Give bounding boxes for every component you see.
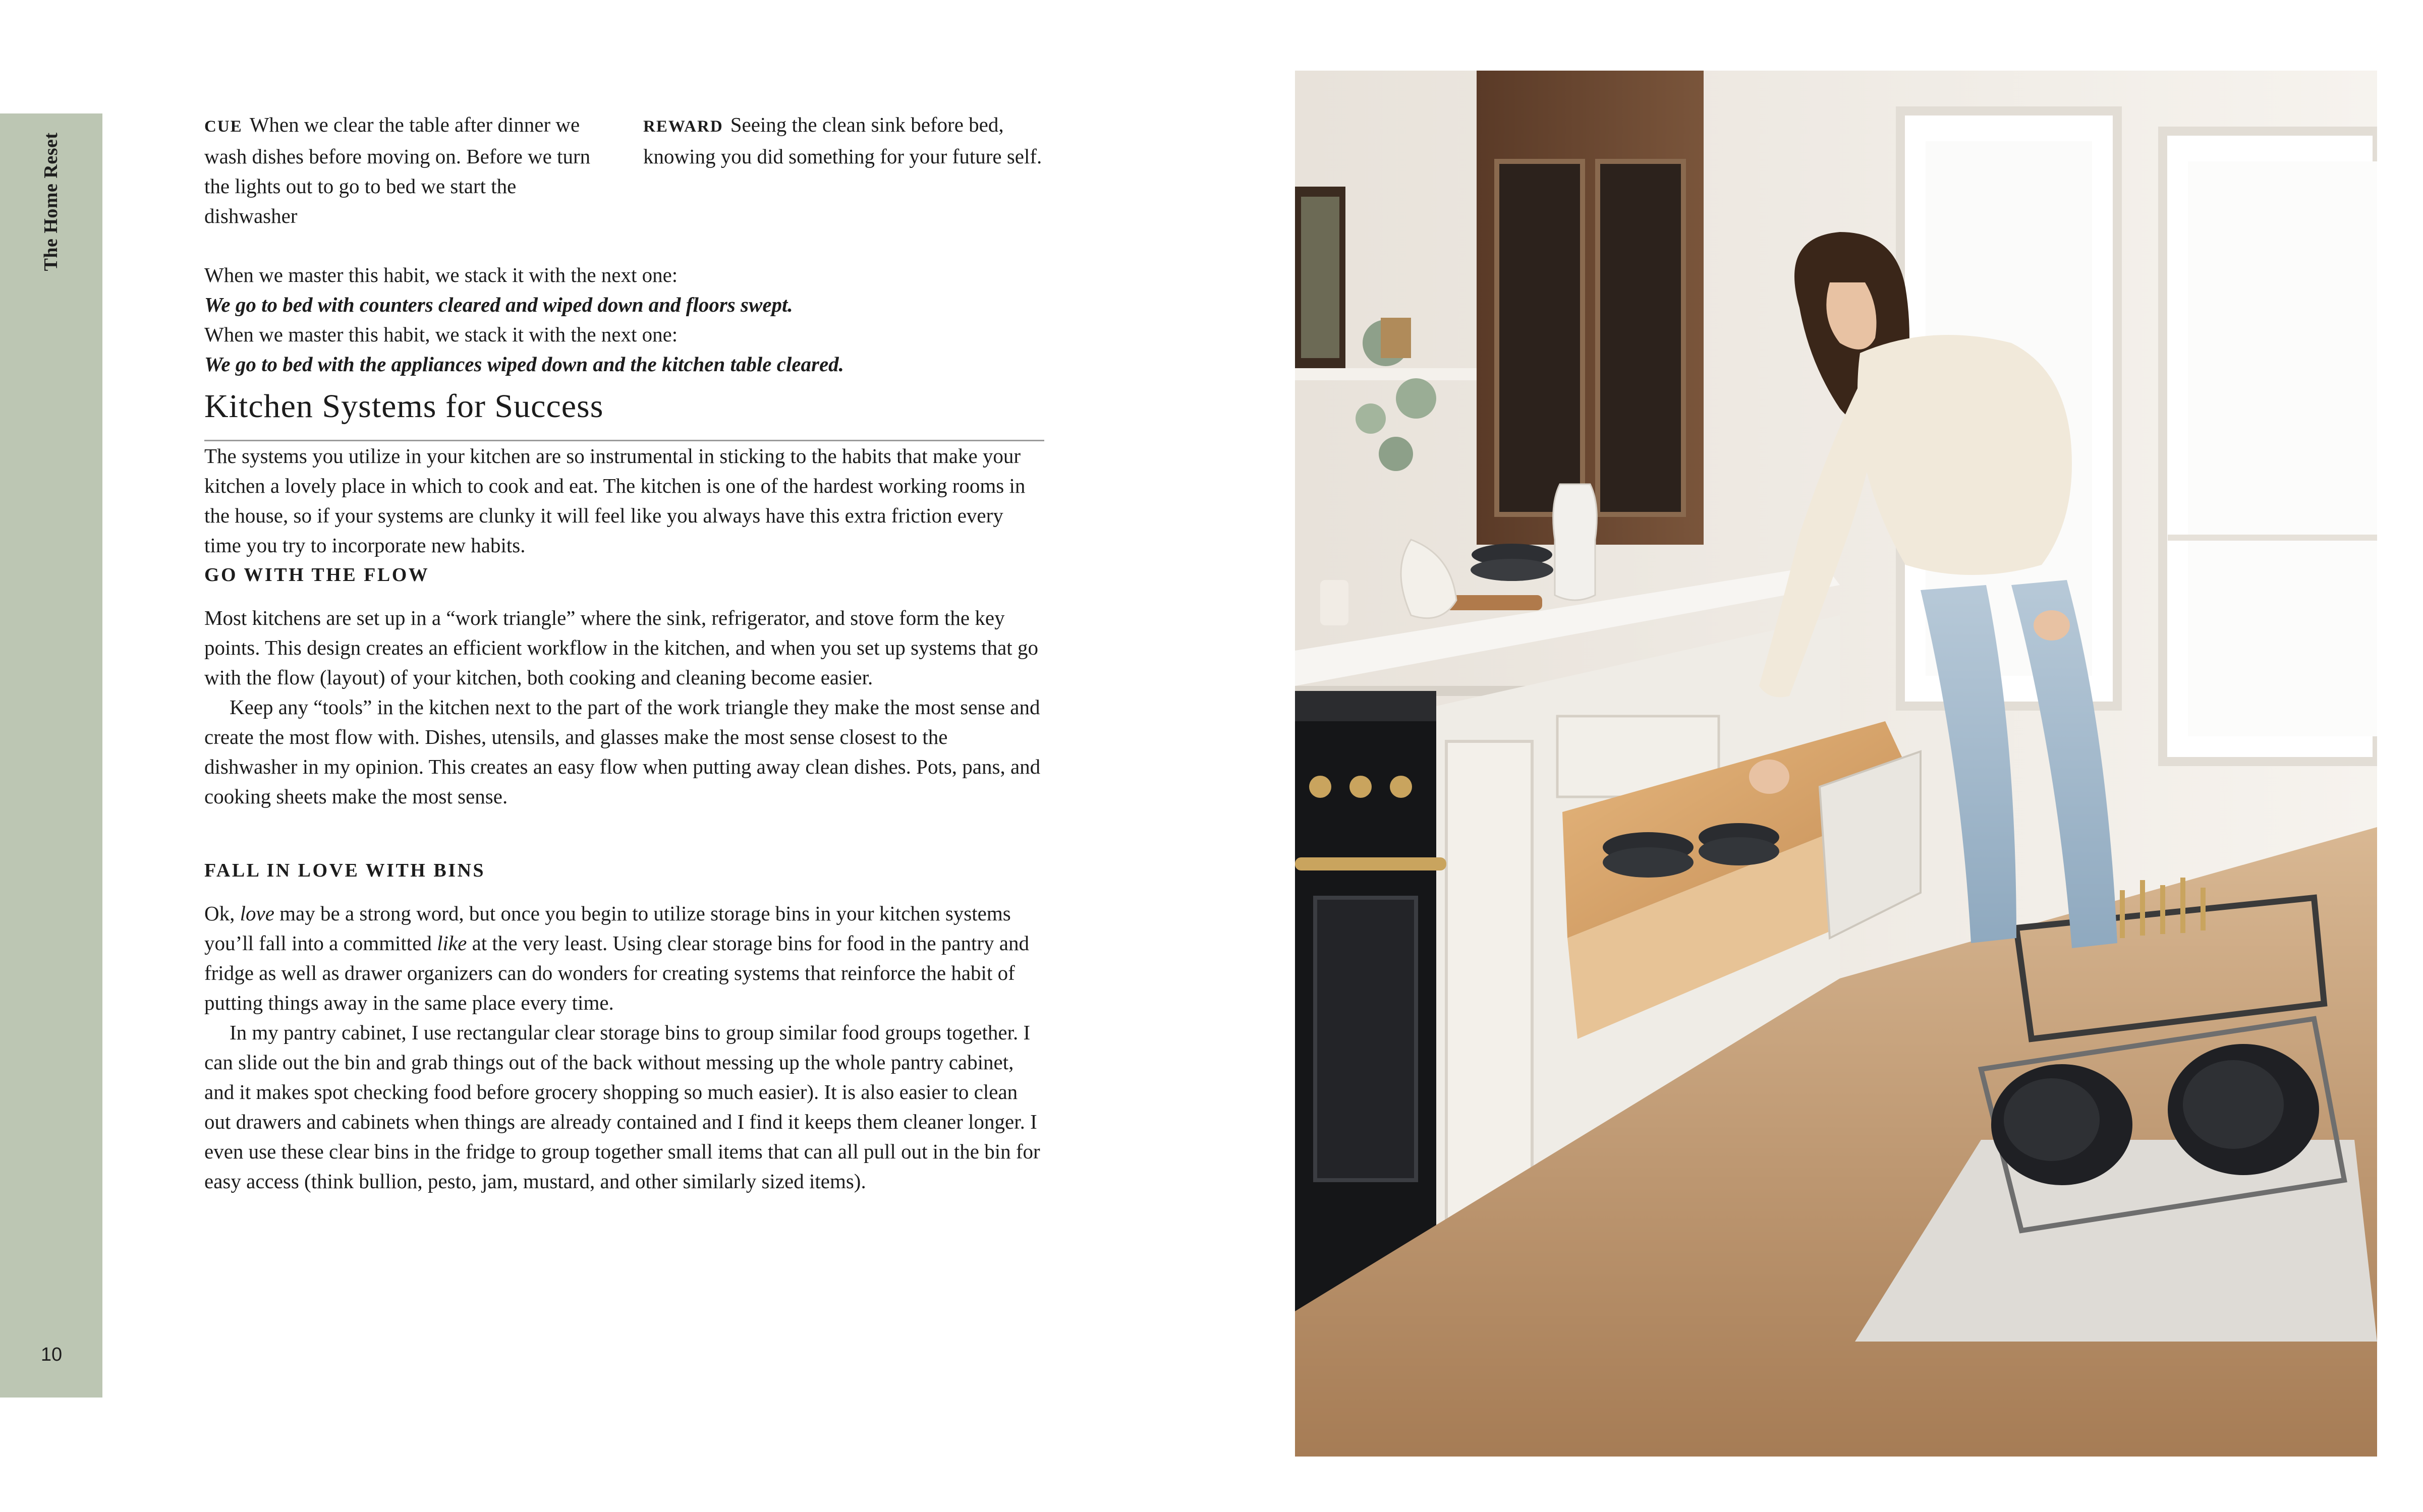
habit-stack-statement: We go to bed with the appliances wiped down and the kitchen table cleared. bbox=[204, 353, 844, 376]
paragraph: Most kitchens are set up in a “work triangle” where the sink, refrigerator, and stove form the key points. This design creates an efficient workflow in the kitchen, and when you set up systems that go with the flow (layout) of your kitchen, both cooking and cleaning become easier. bbox=[204, 606, 1038, 689]
cue-text: When we clear the table after dinner we wash dishes before moving on. Before we turn the lights out to go to bed we start the dishwasher bbox=[204, 113, 591, 227]
text-run: may be a strong word, but once you begin to utilize storage bins in your kitchen systems you’ll fall into a committed bbox=[204, 902, 1011, 955]
habit-stack-1 bbox=[204, 260, 1044, 320]
text-run: Ok, bbox=[204, 902, 240, 925]
bins-body bbox=[204, 899, 1044, 1196]
paragraph: In my pantry cabinet, I use rectangular clear storage bins to group similar food groups together. I can slide out the bin and grab things out of the back without messing up the whole pantry cabinet, and it makes spot checking food before grocery shopping so much easier). It is also easier to clean out drawers and cabinets when things are already contained and I find it keeps them cleaner longer. I even use these clear bins in the fridge to group together small items that can all pull out in the bin for easy access (think bullion, pesto, jam, mustard, and other similarly sized items). bbox=[204, 1021, 1040, 1193]
habit-stack-intro: When we master this habit, we stack it with the next one: bbox=[204, 263, 678, 286]
go-with-flow-body bbox=[204, 603, 1044, 811]
kitchen-photo bbox=[1295, 71, 2377, 1457]
habit-stack-2 bbox=[204, 320, 1044, 379]
cue-block bbox=[204, 110, 605, 231]
cue-reward-row bbox=[204, 110, 1044, 231]
emphasis-like: like bbox=[437, 932, 467, 955]
paragraph: Keep any “tools” in the kitchen next to the part of the work triangle they make the most sense and create the most flow with. Dishes, utensils, and glasses make the most sense closest to the dishwasher in my opinion. This creates an easy flow when putting away clean dishes. Pots, pans, and cooking sheets make the most sense. bbox=[204, 695, 1041, 808]
page-number: 10 bbox=[40, 1344, 63, 1365]
text-column bbox=[204, 110, 1044, 1241]
reward-label: REWARD bbox=[643, 118, 723, 136]
subhead-bins: FALL IN LOVE WITH BINS bbox=[204, 860, 486, 881]
reward-text: Seeing the clean sink before bed, knowing you did something for your future self. bbox=[643, 113, 1042, 168]
running-head: The Home Reset bbox=[40, 132, 62, 271]
section-intro: The systems you utilize in your kitchen are so instrumental in sticking to the habits that make your kitchen a lovely place in which to cook and eat. The kitchen is one of the hardest working rooms in the house, so if your systems are clunky it will feel like you always have this extra friction every time you try to incorporate new habits. bbox=[204, 444, 1026, 557]
reward-block bbox=[643, 110, 1044, 231]
sidebar-band bbox=[0, 113, 102, 1398]
emphasis-love: love bbox=[240, 902, 274, 925]
habit-stack-intro: When we master this habit, we stack it with the next one: bbox=[204, 323, 678, 346]
habit-stack-statement: We go to bed with counters cleared and wiped down and floors swept. bbox=[204, 293, 793, 316]
paragraph bbox=[204, 899, 1044, 1018]
text-run: at the very least. Using clear storage bins for food in the pantry and fridge as well as drawer organizers can do wonders for creating systems that reinforce the habit of putting things away in the same place every time. bbox=[204, 932, 1029, 1014]
cue-label: CUE bbox=[204, 118, 243, 136]
kitchen-photo-icon bbox=[1295, 71, 2377, 1457]
section-title: Kitchen Systems for Success bbox=[204, 386, 1044, 441]
subhead-go-with-flow: GO WITH THE FLOW bbox=[204, 564, 430, 586]
